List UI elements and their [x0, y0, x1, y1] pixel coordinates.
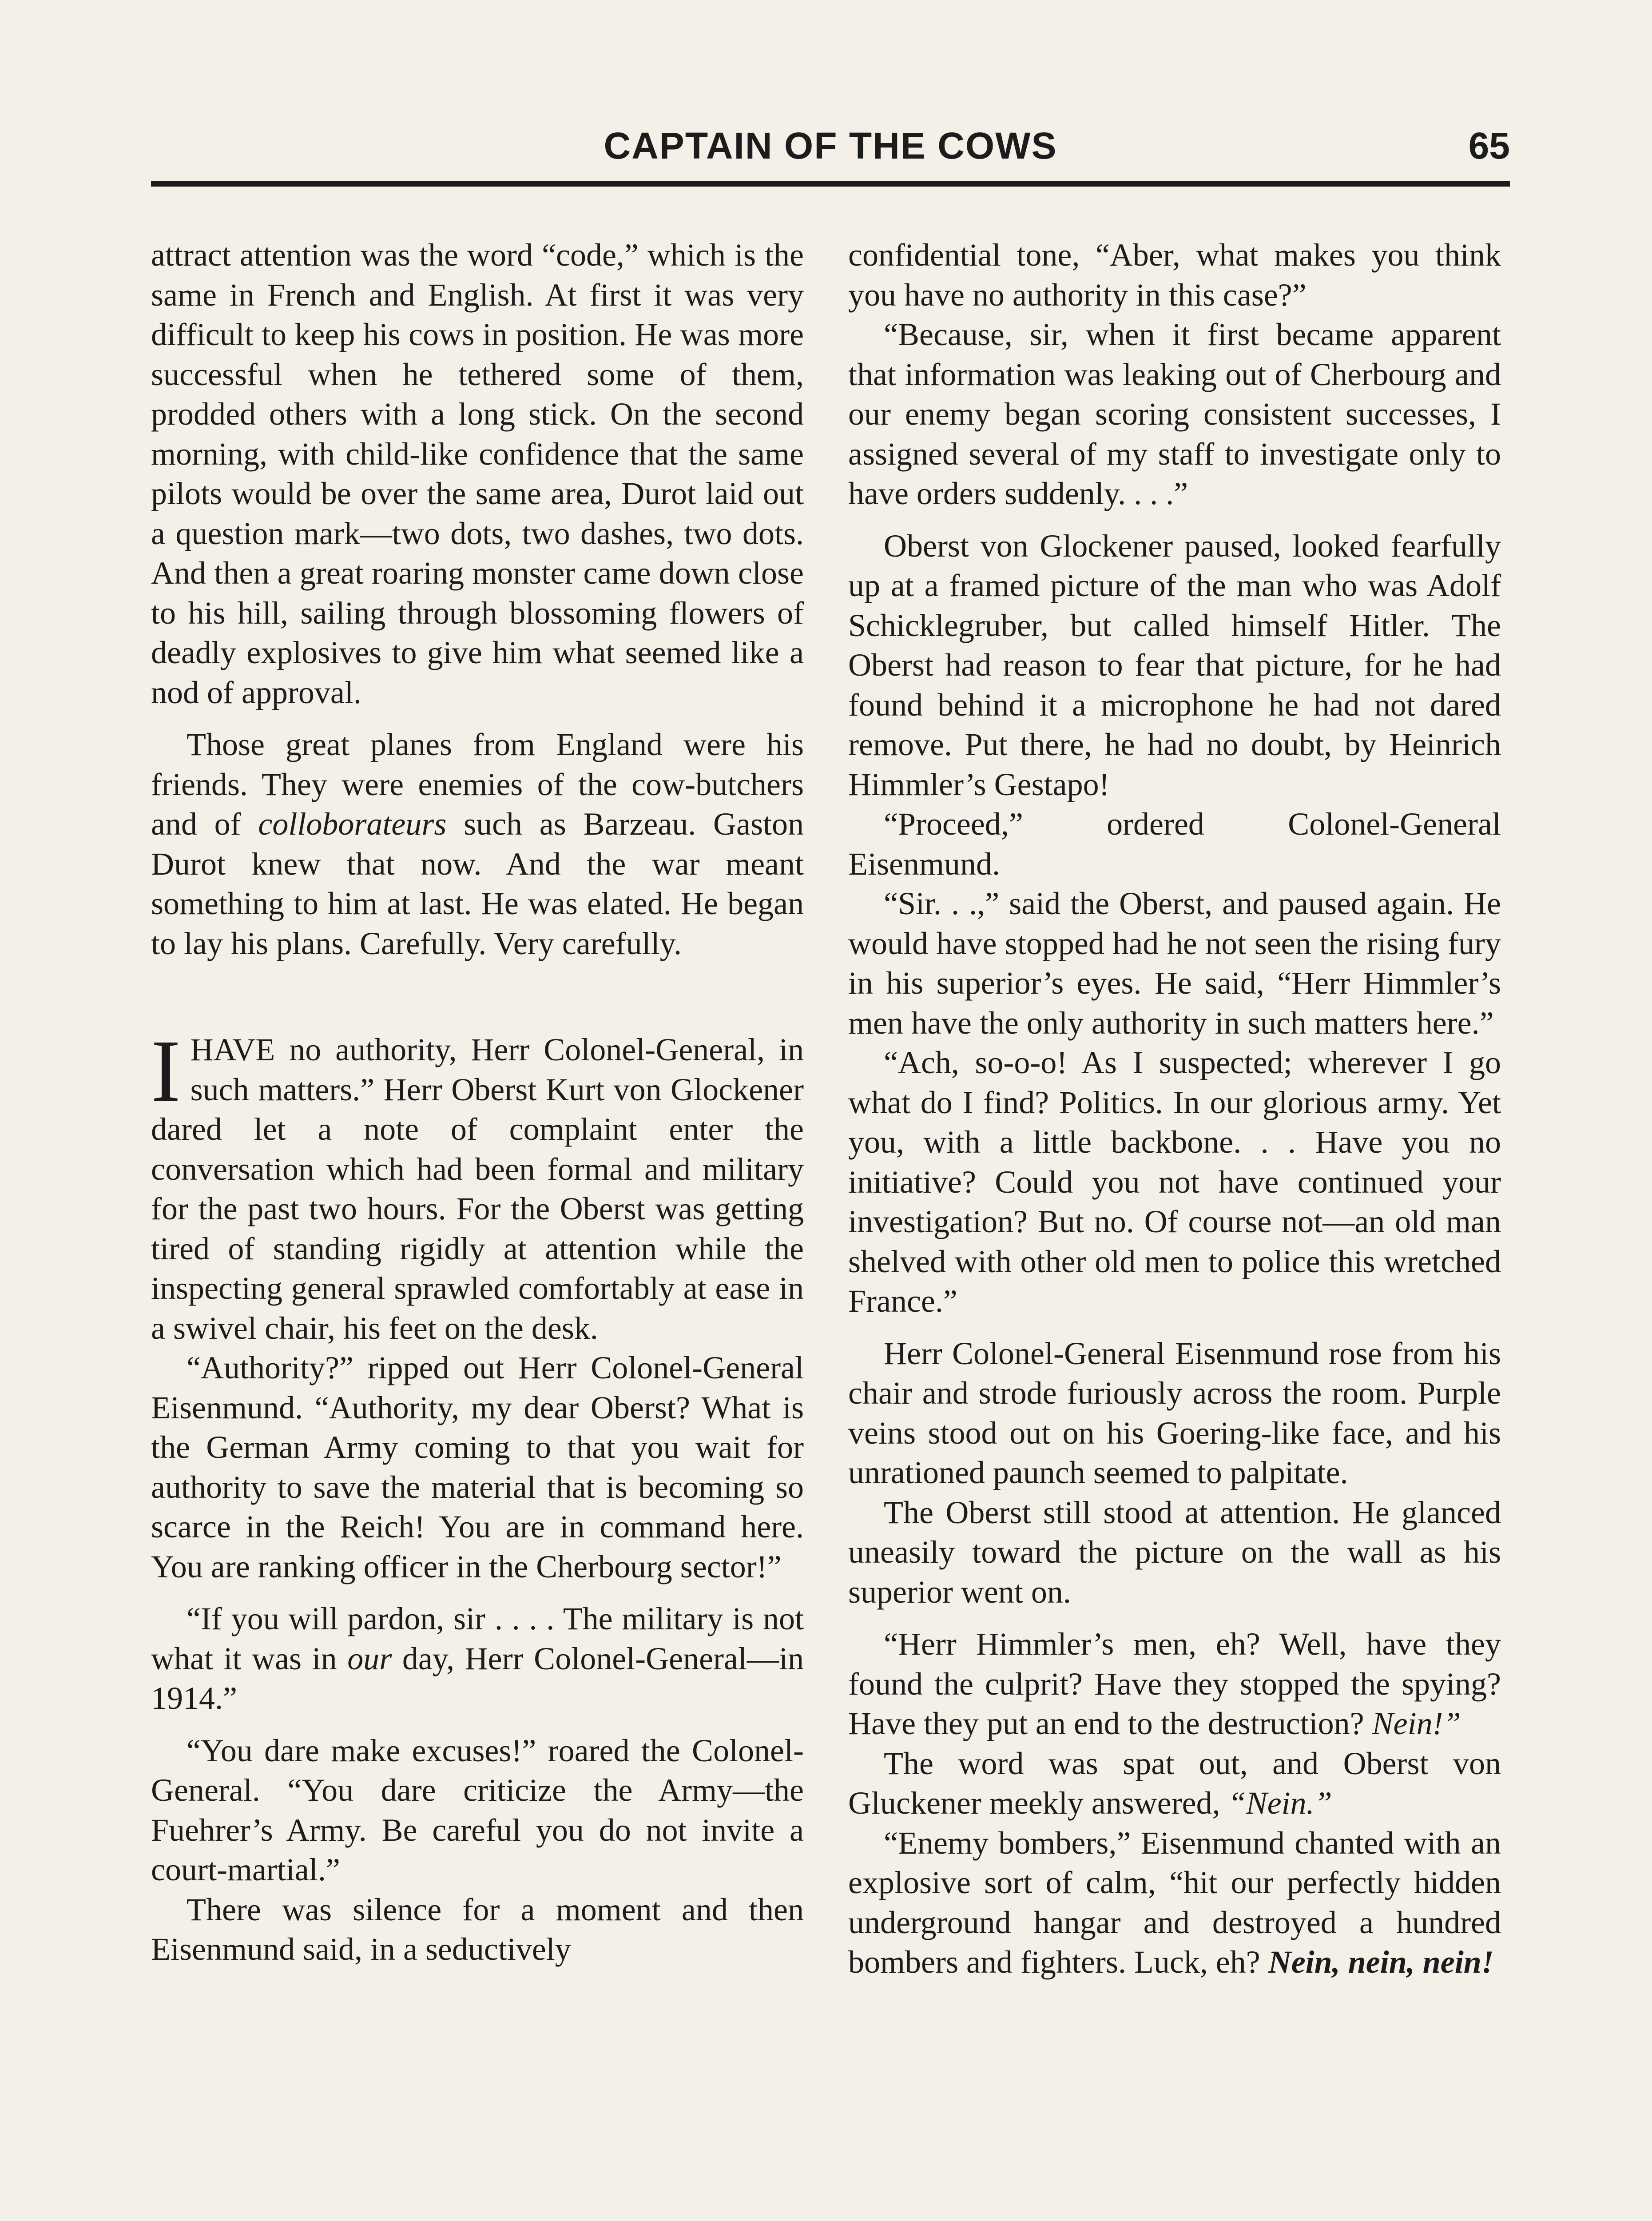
paragraph-text: such as Barzeau. Gaston Durot knew that now. And the war meant something to him at last. He was elated. He began to lay his plans. Carefully. Very carefully. [151, 806, 804, 961]
right-column [848, 235, 1501, 1982]
italic-text: our [347, 1640, 392, 1676]
page-number: 65 [1468, 125, 1510, 167]
paragraph-text: HAVE no authority, Herr Colonel-General, in such matters.” Herr Oberst Kurt von Glockener dared let a note of complaint enter the conversation which had been formal and military for the past two hours. For the Oberst was getting tired of standing rigidly at attention while the inspecting general sprawled comfortably at ease in a swivel chair, his feet on the desk. [151, 1032, 804, 1346]
paragraph: There was silence for a moment and then Eisenmund said, in a seductively [151, 1891, 804, 1967]
header-rule [151, 181, 1510, 187]
paragraph [151, 1599, 804, 1719]
paragraph [848, 1823, 1501, 1982]
paragraph-text: The word was spat out, and Oberst von Gluckener meekly answered, [848, 1745, 1501, 1821]
paragraph: Oberst von Glockener paused, looked fearfully up at a framed picture of the man who was Adolf Schicklegruber, but called himself Hitler. The Oberst had reason to fear that picture, for he had found behind it a microphone he had not dared remove. Put there, he had no doubt, by Heinrich Himmler’s Gestapo! [848, 528, 1501, 802]
paragraph-text: “Herr Himmler’s men, eh? Well, have they found the culprit? Have they stopped the spying? Have they put an end to the destruction? [848, 1626, 1501, 1741]
page-header [151, 120, 1510, 178]
paragraph-text: Those great planes from England were his friends. They were enemies of the cow-butchers and of [151, 727, 804, 842]
italic-text: “Nein.” [1228, 1785, 1332, 1821]
paragraph: Herr Colonel-General Eisenmund rose from his chair and strode furiously across the room. Purple veins stood out on his Goering-like face, and his unrationed paunch seemed to palpitate. [848, 1335, 1501, 1490]
paragraph [848, 1744, 1501, 1823]
paragraph [848, 1624, 1501, 1744]
paragraph: “You dare make excuses!” roared the Colonel-General. “You dare criticize the Army—the Fuehrer’s Army. Be careful you do not invite a court-martial.” [151, 1732, 804, 1887]
italic-text: colloborateurs [258, 806, 447, 842]
paragraph-text: “If you will pardon, sir . . . . The military is not what it was in [151, 1601, 804, 1676]
paragraph: “Authority?” ripped out Herr Colonel-General Eisenmund. “Authority, my dear Oberst? What is the German Army coming to that you wait for authority to save the material that is becoming so scarce in the Reich! You are in command here. You are ranking officer in the Cherbourg sector!” [151, 1350, 804, 1584]
paragraph: The Oberst still stood at attention. He glanced uneasily toward the picture on the wall as his superior went on. [848, 1494, 1501, 1610]
paragraph [151, 725, 804, 963]
drop-cap: I [151, 1022, 181, 1120]
paragraph: “Sir. . .,” said the Oberst, and paused again. He would have stopped had he not seen the rising fury in his superior’s eyes. He said, “Herr Himmler’s men have the only authority in such matters here.” [848, 886, 1501, 1041]
italic-text: Nein!” [1372, 1706, 1461, 1741]
left-column [151, 235, 804, 1970]
section-opening-paragraph [151, 1022, 804, 1348]
paragraph-text: day, Herr Colonel-General—in 1914.” [151, 1640, 804, 1716]
paragraph: confidential tone, “Aber, what makes you think you have no authority in this case?” [848, 237, 1501, 313]
paragraph: “Because, sir, when it first became apparent that information was leaking out of Cherbourg and our enemy began scoring consistent successes, I assigned several of my staff to investigate only to have orders suddenly. . . .” [848, 317, 1501, 511]
italic-text: Nein, nein, nein! [1268, 1944, 1494, 1980]
running-title: CAPTAIN OF THE COWS [604, 125, 1057, 167]
paragraph: “Proceed,” ordered Colonel-General Eisenmund. [848, 806, 1501, 882]
paragraph: “Ach, so-o-o! As I suspected; wherever I go what do I find? Politics. In our glorious army. Yet you, with a little backbone. . . Have you no initiative? Could you not have continued your investigation? But no. Of course not—an old man shelved with other old men to police this wretched France.” [848, 1045, 1501, 1319]
paragraph-text: “Enemy bombers,” Eisenmund chanted with an explosive sort of calm, “hit our perfectly hidden underground hangar and destroyed a hundred bombers and fighters. Luck, eh? [848, 1825, 1501, 1980]
paragraph: attract attention was the word “code,” which is the same in French and English. At first it was very difficult to keep his cows in position. He was more successful when he tethered some of them, prodded others with a long stick. On the second morning, with child-like confidence that the same pilots would be over the same area, Durot laid out a question mark—two dots, two dashes, two dots. And then a great roaring monster came down close to his hill, sailing through blossoming flowers of deadly explosives to give him what seemed like a nod of approval. [151, 237, 804, 710]
